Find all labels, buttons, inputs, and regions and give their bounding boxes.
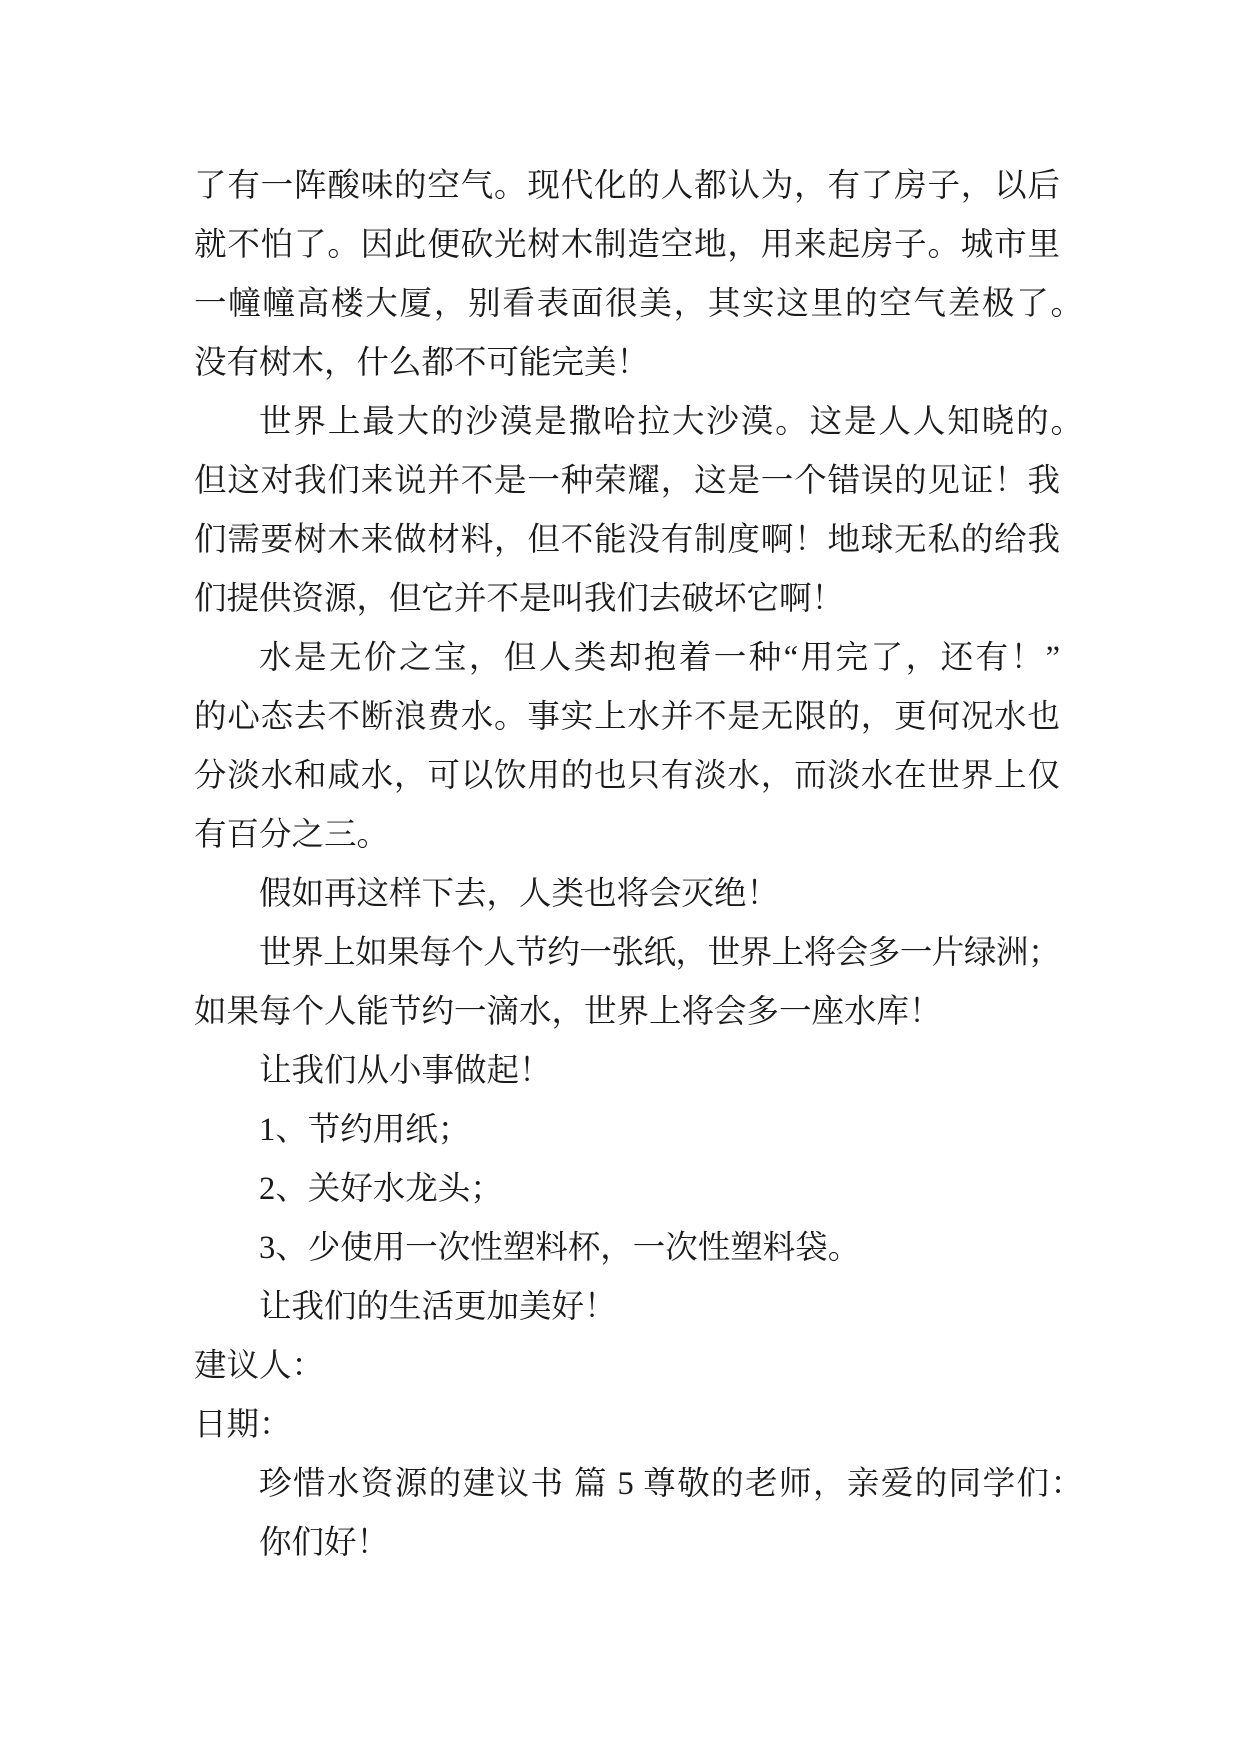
text-line: 但这对我们来说并不是一种荣耀，这是一个错误的见证！我 (194, 463, 1060, 499)
text-line: 有百分之三。 (194, 817, 390, 853)
greeting-line: 你们好！ (259, 1525, 390, 1561)
text-line: 如果每个人能节约一滴水，世界上将会多一座水库！ (194, 994, 942, 1030)
paragraph-first-line: 假如再这样下去，人类也将会灭绝！ (259, 876, 780, 912)
paragraph-first-line: 水是无价之宝，但人类却抱着一种“用完了，还有！” (259, 640, 1060, 676)
text-line: 没有树木，什么都不可能完美！ (194, 345, 650, 381)
list-item: 3、少使用一次性塑料杯，一次性塑料袋。 (259, 1230, 861, 1266)
list-item: 1、节约用纸； (259, 1112, 471, 1148)
paragraph-first-line: 世界上如果每个人节约一张纸，世界上将会多一片绿洲； (259, 935, 1060, 971)
paragraph-first-line: 让我们从小事做起！ (259, 1053, 552, 1089)
text-line: 就不怕了。因此便砍光树木制造空地，用来起房子。城市里 (194, 227, 1060, 263)
text-line: 了有一阵酸味的空气。现代化的人都认为，有了房子，以后 (194, 168, 1060, 204)
list-item: 2、关好水龙头； (259, 1171, 503, 1207)
text-line: 分淡水和咸水，可以饮用的也只有淡水，而淡水在世界上仅 (194, 758, 1060, 794)
text-line: 们需要树木来做材料，但不能没有制度啊！地球无私的给我 (194, 522, 1060, 558)
document-body (194, 157, 1083, 1573)
text-line: 的心态去不断浪费水。事实上水并不是无限的，更何况水也 (194, 699, 1060, 735)
paragraph-first-line: 世界上最大的沙漠是撒哈拉大沙漠。这是人人知晓的。 (259, 404, 1083, 440)
signature-label: 建议人： (194, 1348, 325, 1384)
paragraph-first-line: 让我们的生活更加美好！ (259, 1289, 617, 1325)
text-line: 一幢幢高楼大厦，别看表面很美，其实这里的空气差极了。 (194, 286, 1083, 322)
date-label: 日期： (194, 1407, 292, 1443)
text-line: 们提供资源，但它并不是叫我们去破坏它啊！ (194, 581, 845, 617)
section-heading-line: 珍惜水资源的建议书 篇 5 尊敬的老师，亲爱的同学们： (259, 1466, 1083, 1502)
